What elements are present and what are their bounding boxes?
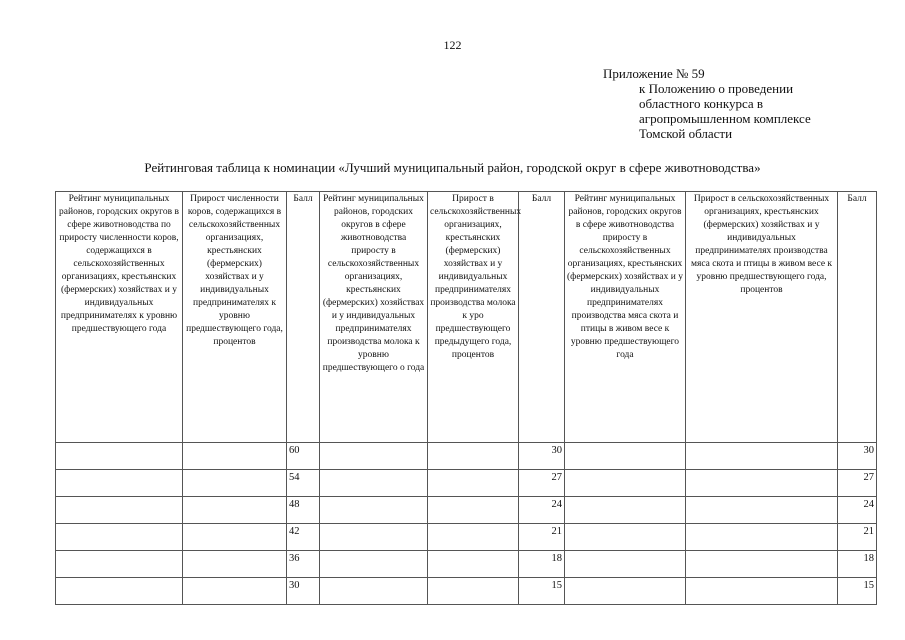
table-row — [56, 443, 877, 470]
score-cell: 18 — [519, 551, 565, 578]
table-cell — [565, 578, 686, 605]
header-cell: Прирост численности коров, содержащихся в сельскохозяйственных организациях, крестьянских (фермерских) хозяйствах и у индивидуальных предпринимателях к уровню предшествующего года, процентов — [183, 192, 287, 443]
score-cell: 24 — [838, 497, 877, 524]
table-cell — [686, 497, 838, 524]
header-cell: Рейтинг муниципальных районов, городских округов в сфере животноводства по приросту численности коров, содержащихся в сельскохозяйственных организациях, крестьянских (фермерских) хозяйствах и у индивидуальных предпринимателях к уровню предшествующего года — [56, 192, 183, 443]
table-cell — [428, 443, 519, 470]
score-cell: 24 — [519, 497, 565, 524]
score-cell: 27 — [519, 470, 565, 497]
appendix-line-5: Томской области — [639, 126, 733, 141]
score-cell: 15 — [519, 578, 565, 605]
table-cell — [320, 443, 428, 470]
header-cell: Прирост в сельскохозяйственных организациях, крестьянских (фермерских) хозяйствах и у индивидуальных предпринимателях производства мяса скота и птицы в живом весе к уровню предшествующего года, процентов — [686, 192, 838, 443]
header-cell: Рейтинг муниципальных районов, городских округов в сфере животноводства приросту в сельскохозяйственных организациях, крестьянских (фермерских) хозяйствах и у индивидуальных предпринимателях производства мяса скота и птицы в живом весе к уровню предшествующего года — [565, 192, 686, 443]
score-cell: 54 — [287, 470, 320, 497]
appendix-line-2: к Положению о проведении — [639, 81, 794, 96]
score-cell: 18 — [838, 551, 877, 578]
table-cell — [428, 470, 519, 497]
table-cell — [56, 578, 183, 605]
header-cell: Прирост в сельскохозяйственных организациях, крестьянских (фермерских) хозяйствах и у индивидуальных предпринимателях производства молока к уро предшествующего предыдущего года, процентов — [428, 192, 519, 443]
table-cell — [56, 470, 183, 497]
header-cell: Рейтинг муниципальных районов, городских округов в сфере животноводства приросту в сельскохозяйственных организациях, крестьянских (фермерских) хозяйствах и у индивидуальных предпринимателях производства молока к уровню предшествующего о года — [320, 192, 428, 443]
score-cell: 42 — [287, 524, 320, 551]
table-cell — [686, 470, 838, 497]
score-cell: 36 — [287, 551, 320, 578]
table-cell — [428, 497, 519, 524]
table-cell — [565, 551, 686, 578]
score-cell: 21 — [838, 524, 877, 551]
score-cell: 30 — [838, 443, 877, 470]
table-cell — [183, 497, 287, 524]
table-cell — [56, 497, 183, 524]
table-cell — [428, 578, 519, 605]
table-cell — [320, 470, 428, 497]
table-row — [56, 551, 877, 578]
table-cell — [183, 551, 287, 578]
table-cell — [565, 470, 686, 497]
rating-table — [55, 191, 877, 605]
table-row — [56, 578, 877, 605]
appendix-line-3: областного конкурса в — [639, 96, 764, 111]
table-cell — [320, 497, 428, 524]
table-cell — [686, 524, 838, 551]
appendix-line-4: агропромышленном комплексе — [639, 111, 811, 126]
table-cell — [320, 551, 428, 578]
header-cell: Балл — [519, 192, 565, 443]
score-cell: 30 — [287, 578, 320, 605]
appendix-block — [603, 66, 811, 141]
score-cell: 27 — [838, 470, 877, 497]
table-cell — [428, 551, 519, 578]
appendix-line-1: Приложение № 59 — [603, 66, 705, 81]
table-row — [56, 497, 877, 524]
score-cell: 48 — [287, 497, 320, 524]
table-cell — [428, 524, 519, 551]
table-cell — [686, 578, 838, 605]
table-cell — [565, 524, 686, 551]
score-cell: 30 — [519, 443, 565, 470]
table-cell — [686, 443, 838, 470]
table-cell — [183, 524, 287, 551]
table-row — [56, 470, 877, 497]
score-cell: 21 — [519, 524, 565, 551]
table-row — [56, 524, 877, 551]
score-cell: 15 — [838, 578, 877, 605]
table-cell — [183, 578, 287, 605]
header-cell: Балл — [838, 192, 877, 443]
table-cell — [686, 551, 838, 578]
table-cell — [565, 443, 686, 470]
table-cell — [565, 497, 686, 524]
header-cell: Балл — [287, 192, 320, 443]
table-cell — [320, 578, 428, 605]
table-cell — [56, 524, 183, 551]
table-cell — [56, 551, 183, 578]
table-cell — [183, 470, 287, 497]
page-number: 122 — [443, 38, 462, 52]
header-row — [56, 192, 877, 443]
table-cell — [56, 443, 183, 470]
table-cell — [320, 524, 428, 551]
document-title: Рейтинговая таблица к номинации «Лучший муниципальный район, городской округ в сфере животноводства» — [144, 160, 761, 175]
score-cell: 60 — [287, 443, 320, 470]
table-cell — [183, 443, 287, 470]
